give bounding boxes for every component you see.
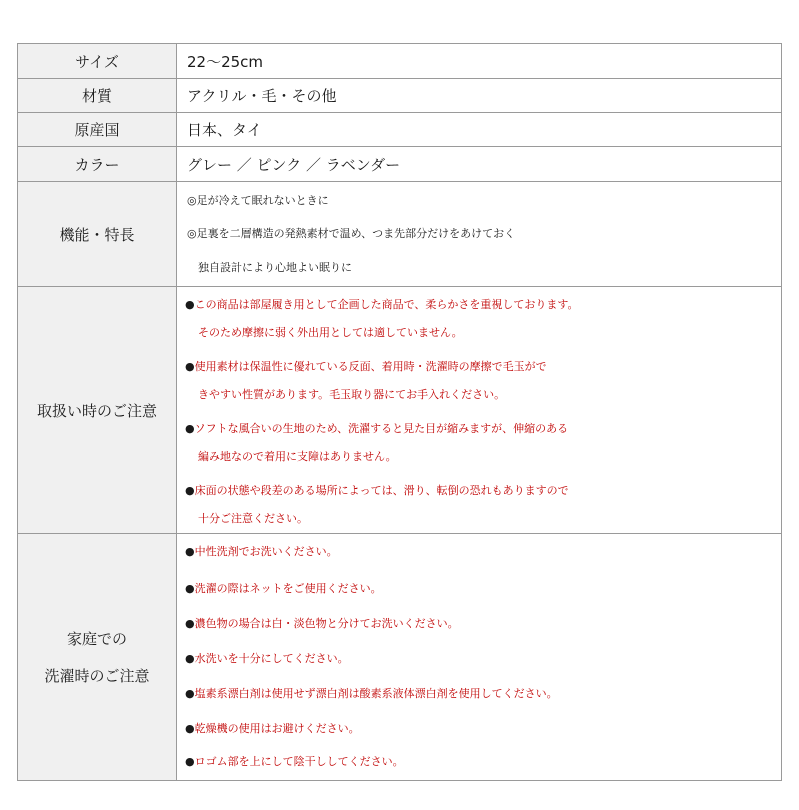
caution-text: この商品は部屋履き用として企画した商品で、柔らかさを重視しております。 <box>194 298 579 311</box>
handling-row <box>18 287 782 534</box>
features-line: ◎足裏を二層構造の発熱素材で温め、つま先部分だけをあけておく <box>187 227 516 240</box>
caution-text: きやすい性質があります。毛玉取り器にてお手入れください。 <box>198 388 506 401</box>
size-value: 22～25cm <box>177 44 782 79</box>
caution-text: 使用素材は保温性に優れている反面、着用時・洗濯時の摩擦で毛玉がで <box>194 360 547 373</box>
caution-item <box>185 353 781 415</box>
bullet-icon: ● <box>185 652 195 665</box>
origin-value: 日本、タイ <box>177 113 782 147</box>
washing-label <box>18 534 177 781</box>
handling-value <box>177 287 782 534</box>
washing-label-line2: 洗濯時のご注意 <box>44 667 150 685</box>
washing-value <box>177 534 782 781</box>
caution-text: 編み地なので着用に支障はありません。 <box>198 450 397 463</box>
color-row <box>18 147 782 182</box>
material-value: アクリル・毛・その他 <box>177 79 782 113</box>
bullet-icon: ● <box>185 722 195 735</box>
wash-text: 乾燥機の使用はお避けください。 <box>194 722 360 735</box>
caution-text: 床面の状態や段差のある場所によっては、滑り、転倒の恐れもありますので <box>194 484 569 497</box>
handling-label: 取扱い時のご注意 <box>18 287 177 534</box>
caution-text: ソフトな風合いの生地のため、洗濯すると見た目が縮みますが、伸縮のある <box>194 422 569 435</box>
wash-text: ロゴム部を上にして陰干ししてください。 <box>194 755 404 768</box>
washing-label-line1: 家庭での <box>66 630 127 648</box>
features-line: 独自設計により心地よい眠りに <box>187 261 352 274</box>
bullet-icon: ● <box>185 755 195 768</box>
product-spec-table <box>17 43 782 781</box>
size-row <box>18 44 782 79</box>
origin-row <box>18 113 782 147</box>
bullet-icon: ● <box>185 687 195 700</box>
bullet-icon: ● <box>185 422 195 435</box>
material-row <box>18 79 782 113</box>
features-value <box>177 182 782 287</box>
washing-row <box>18 534 782 781</box>
bullet-icon: ● <box>185 484 195 497</box>
caution-text: そのため摩擦に弱く外出用としては適していません。 <box>198 326 463 339</box>
features-label: 機能・特長 <box>18 182 177 287</box>
wash-text: 水洗いを十分にしてください。 <box>194 652 349 665</box>
color-value: グレー ／ ピンク ／ ラベンダー <box>177 147 782 182</box>
caution-item <box>185 477 781 533</box>
material-label: 材質 <box>18 79 177 113</box>
bullet-icon: ● <box>185 582 195 595</box>
bullet-icon: ● <box>185 360 195 373</box>
wash-text: 洗濯の際はネットをご使用ください。 <box>194 582 382 595</box>
wash-text: 塩素系漂白剤は使用せず漂白剤は酸素系液体漂白剤を使用してください。 <box>194 687 558 700</box>
caution-item <box>185 291 781 353</box>
color-label: カラー <box>18 147 177 182</box>
features-row <box>18 182 782 287</box>
features-line: ◎足が冷えて眠れないときに <box>187 194 329 207</box>
origin-label: 原産国 <box>18 113 177 147</box>
size-label: サイズ <box>18 44 177 79</box>
bullet-icon: ● <box>185 545 195 558</box>
bullet-icon: ● <box>185 617 195 630</box>
wash-text: 中性洗剤でお洗いください。 <box>194 545 338 558</box>
wash-text: 濃色物の場合は白・淡色物と分けてお洗いください。 <box>194 617 459 630</box>
caution-item <box>185 415 781 477</box>
bullet-icon: ● <box>185 298 195 311</box>
caution-text: 十分ご注意ください。 <box>198 512 308 525</box>
